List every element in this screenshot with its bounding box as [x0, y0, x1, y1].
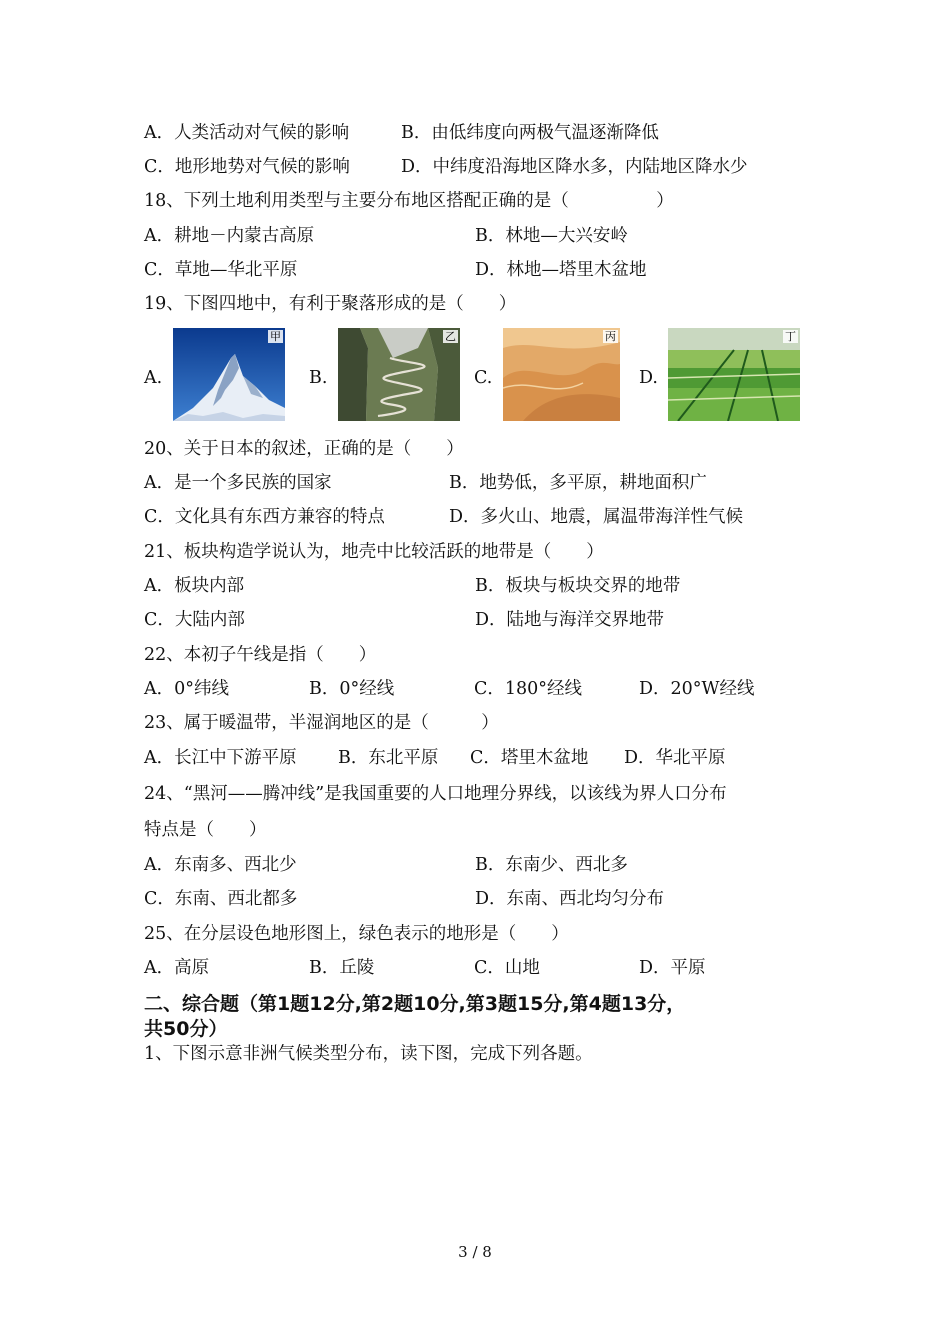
section-title-line2: 共50分）: [144, 1018, 228, 1040]
q18-option-a: A．耕地－内蒙古高原: [144, 226, 315, 246]
q21-option-b: B．板块与板块交界的地带: [475, 576, 681, 596]
snow-mountain-image: [173, 328, 285, 421]
q24-option-a: A．东南多、西北少: [144, 855, 297, 875]
q22-option-a: A．0°纬线: [144, 679, 230, 699]
q19-label-a: A.: [144, 368, 163, 388]
q21-option-c: C．大陆内部: [144, 610, 245, 630]
q19-label-c: C.: [474, 368, 493, 388]
q24-option-b: B．东南少、西北多: [475, 855, 628, 875]
page-number: 3 / 8: [458, 1243, 492, 1261]
q19-label-d: D.: [639, 368, 658, 388]
q18-option-b: B．林地—大兴安岭: [475, 226, 628, 246]
q24-stem-line1: 24、“黑河——腾冲线”是我国重要的人口地理分界线，以该线为界人口分布: [144, 784, 727, 804]
q19-tag-c: 丙: [605, 330, 616, 343]
q23-option-c: C．塔里木盆地: [470, 748, 589, 768]
q24-option-c: C．东南、西北都多: [144, 889, 298, 909]
q23-option-d: D．华北平原: [624, 748, 726, 768]
q25-option-c: C．山地: [474, 958, 540, 978]
q20-option-a: A．是一个多民族的国家: [144, 473, 332, 493]
q25-stem: 25、在分层设色地形图上，绿色表示的地形是（ ）: [144, 924, 569, 944]
q23-option-b: B．东北平原: [338, 748, 439, 768]
q20-option-b: B．地势低，多平原，耕地面积广: [449, 473, 707, 493]
desert-image: [503, 328, 620, 421]
q21-stem: 21、板块构造学说认为，地壳中比较活跃的地带是（ ）: [144, 542, 604, 562]
q25-option-d: D．平原: [639, 958, 706, 978]
q17-option-d: D．中纬度沿海地区降水多，内陆地区降水少: [401, 157, 748, 177]
q19-stem: 19、下图四地中，有利于聚落形成的是（ ）: [144, 294, 517, 314]
q19-tag-b: 乙: [445, 330, 456, 343]
q17-option-a: A．人类活动对气候的影响: [144, 123, 350, 143]
q22-option-d: D．20°W经线: [639, 679, 755, 699]
q19-tag-a: 甲: [270, 330, 281, 343]
q22-option-c: C．180°经线: [474, 679, 583, 699]
q20-option-c: C．文化具有东西方兼容的特点: [144, 507, 385, 527]
q22-stem: 22、本初子午线是指（ ）: [144, 645, 377, 665]
q21-option-a: A．板块内部: [144, 576, 245, 596]
section-title-line1: 二、综合题（第1题12分,第2题10分,第3题15分,第4题13分，: [144, 993, 686, 1015]
mountain-road-image: [338, 328, 460, 421]
farmland-image: [668, 328, 800, 421]
q19-tag-d: 丁: [785, 330, 796, 343]
q19-label-b: B.: [309, 368, 328, 388]
q17-option-b: B．由低纬度向两极气温逐渐降低: [401, 123, 659, 143]
q22-option-b: B．0°经线: [309, 679, 395, 699]
q24-option-d: D．东南、西北均匀分布: [475, 889, 665, 909]
q18-stem: 18、下列土地利用类型与主要分布地区搭配正确的是（ ）: [144, 191, 674, 211]
q20-option-d: D．多火山、地震，属温带海洋性气候: [449, 507, 744, 527]
q25-option-a: A．高原: [144, 958, 210, 978]
q24-stem-line2: 特点是（ ）: [144, 820, 267, 840]
section2-q1-stem: 1、下图示意非洲气候类型分布，读下图，完成下列各题。: [144, 1044, 593, 1064]
q18-option-d: D．林地—塔里木盆地: [475, 260, 647, 280]
q21-option-d: D．陆地与海洋交界地带: [475, 610, 665, 630]
q25-option-b: B．丘陵: [309, 958, 375, 978]
q18-option-c: C．草地—华北平原: [144, 260, 298, 280]
q17-option-c: C．地形地势对气候的影响: [144, 157, 350, 177]
q20-stem: 20、关于日本的叙述，正确的是（ ）: [144, 439, 464, 459]
q23-option-a: A．长江中下游平原: [144, 748, 297, 768]
q23-stem: 23、属于暖温带，半湿润地区的是（ ）: [144, 713, 499, 733]
